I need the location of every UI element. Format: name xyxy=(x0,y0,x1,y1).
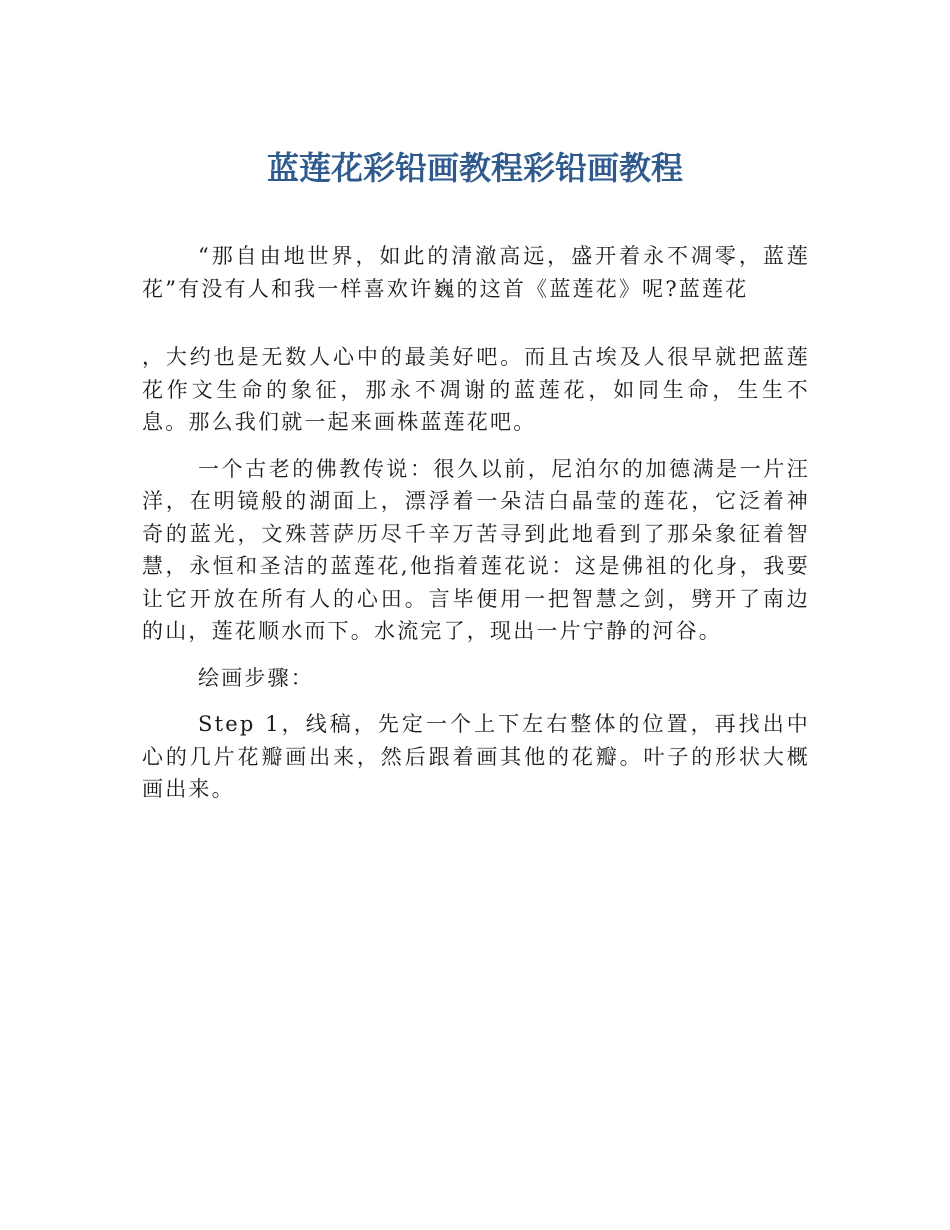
document-body xyxy=(142,240,810,806)
paragraph-intro: “那自由地世界，如此的清澈高远，盛开着永不凋零，蓝莲花”有没有人和我一样喜欢许巍的这首《蓝莲花》呢?蓝莲花 xyxy=(142,244,810,301)
paragraph-steps-heading: 绘画步骤： xyxy=(198,665,314,690)
paragraph-legend: 一个古老的佛教传说：很久以前，尼泊尔的加德满是一片汪洋，在明镜般的湖面上，漂浮着一朵洁白晶莹的莲花，它泛着神奇的蓝光，文殊菩萨历尽千辛万苦寻到此地看到了那朵象征着智慧，永恒和圣洁的蓝莲花,他指着莲花说：这是佛祖的化身，我要让它开放在所有人的心田。言毕便用一把智慧之剑，劈开了南边的山，莲花顺水而下。水流完了，现出一片宁静的河谷。 xyxy=(142,456,810,643)
document-title: 蓝莲花彩铅画教程彩铅画教程 xyxy=(266,149,683,187)
paragraph-continuation: ，大约也是无数人心中的最美好吧。而且古埃及人很早就把蓝莲花作文生命的象征，那永不凋谢的蓝莲花，如同生命，生生不息。那么我们就一起来画株蓝莲花吧。 xyxy=(142,345,810,434)
paragraph-step-1: Step 1，线稿，先定一个上下左右整体的位置，再找出中心的几片花瓣画出来，然后跟着画其他的花瓣。叶子的形状大概画出来。 xyxy=(142,712,810,801)
